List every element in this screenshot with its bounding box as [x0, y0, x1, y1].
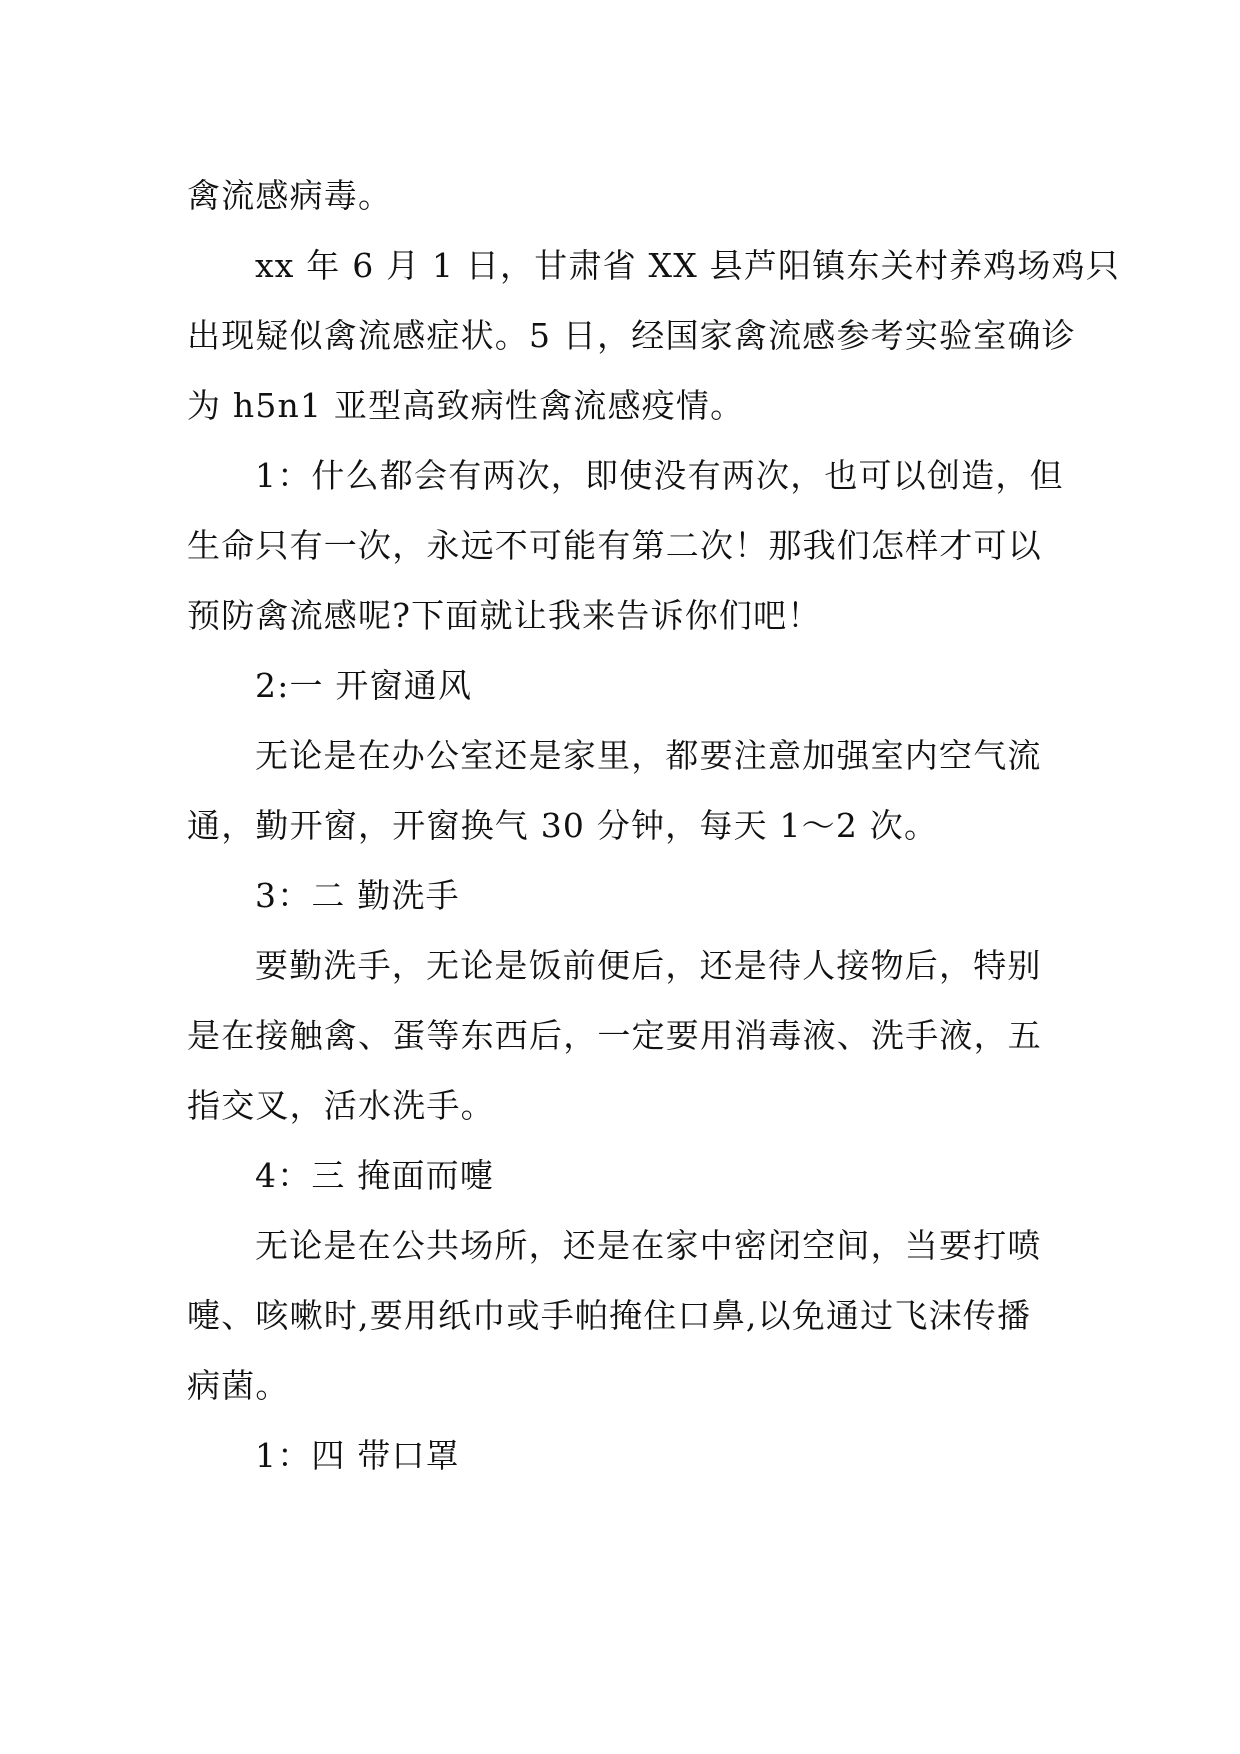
section-heading-1: 2:一 开窗通风 — [255, 666, 473, 705]
section-heading-4: 1：四 带口罩 — [255, 1436, 460, 1475]
text-line-9: 无论是在办公室还是家里，都要注意加强室内空气流 — [255, 736, 1042, 775]
text-line-13: 是在接触禽、蛋等东西后，一定要用消毒液、洗手液，五 — [187, 1016, 1042, 1055]
text-line-6: 生命只有一次，永远不可能有第二次！那我们怎样才可以 — [187, 526, 1042, 565]
text-line-3: 出现疑似禽流感症状。5 日，经国家禽流感参考实验室确诊 — [187, 316, 1076, 355]
text-line-4: 为 h5n1 亚型高致病性禽流感疫情。 — [187, 386, 745, 425]
text-line-2: xx 年 6 月 1 日，甘肃省 XX 县芦阳镇东关村养鸡场鸡只 — [255, 246, 1121, 285]
text-line-5: 1：什么都会有两次，即使没有两次，也可以创造，但 — [255, 456, 1064, 495]
section-heading-2: 3：二 勤洗手 — [255, 876, 460, 915]
section-heading-3: 4：三 掩面而嚏 — [255, 1156, 495, 1195]
text-line-12: 要勤洗手，无论是饭前便后，还是待人接物后，特别 — [255, 946, 1042, 985]
text-line-10: 通，勤开窗，开窗换气 30 分钟，每天 1～2 次。 — [187, 806, 939, 845]
text-line-16: 无论是在公共场所，还是在家中密闭空间，当要打喷 — [255, 1226, 1042, 1265]
text-line-14: 指交叉，活水洗手。 — [187, 1086, 495, 1125]
text-line-1: 禽流感病毒。 — [187, 176, 393, 215]
text-line-18: 病菌。 — [187, 1366, 290, 1405]
text-line-17: 嚏、咳嗽时,要用纸巾或手帕掩住口鼻,以免通过飞沫传播 — [187, 1296, 1032, 1335]
text-line-7: 预防禽流感呢?下面就让我来告诉你们吧！ — [187, 596, 822, 635]
